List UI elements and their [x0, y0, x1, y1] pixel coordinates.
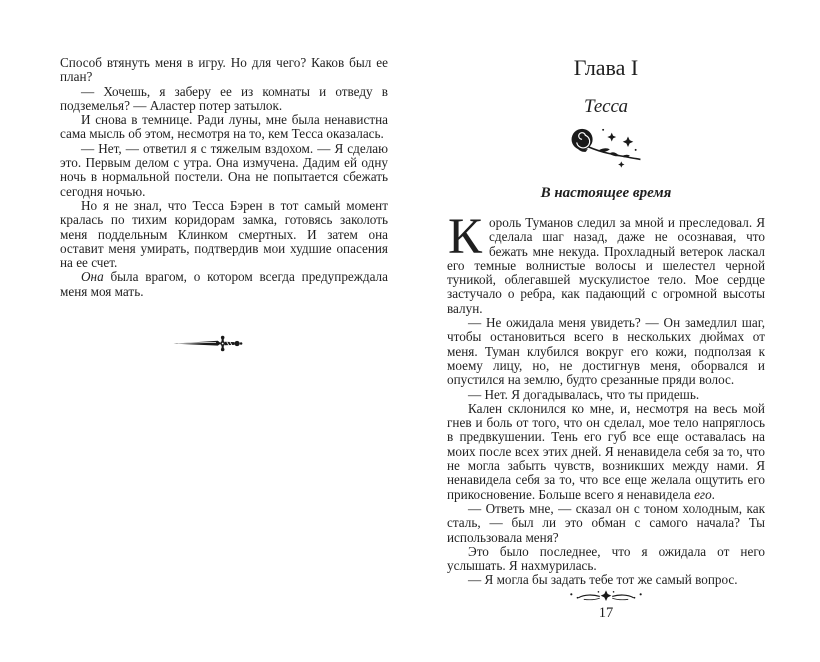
paragraph — [447, 316, 765, 387]
paragraph — [60, 142, 388, 199]
body-text: ороль Туманов следил за мной и преследовал. Я сделала шаг назад, даже не осознавая, что бежать мне некуда. Прохладный ветерок ласкал его темные волнистые волосы и шелестел черной туникой, облегавшей мускулистое тело. Мое сердце застучало о ребра, как падающий с огромной высоты валун. — [447, 215, 765, 316]
page-number: 17 — [598, 605, 614, 621]
rose-ornament-icon — [447, 125, 765, 169]
body-text: — Нет. Я догадывалась, что ты придешь. — [468, 386, 700, 402]
left-page-text — [60, 56, 388, 299]
paragraph — [447, 573, 765, 587]
body-text: — Ответь мне, — сказал он с тоном холодным, как сталь, — был ли это обман с самого начала? Ты использовала меня? — [447, 500, 765, 545]
body-text: Способ втянуть меня в игру. Но для чего? Каков был ее план? — [60, 55, 388, 85]
body-text: И снова в темнице. Ради луны, мне была ненавистна сама мысль об этом, несмотря на то, кем Тесса оказалась. — [60, 112, 388, 142]
right-page-text — [447, 209, 765, 588]
paragraph — [447, 209, 765, 316]
drop-cap: К — [448, 209, 483, 265]
chapter-subtitle: Тесса — [584, 96, 628, 117]
paragraph — [60, 85, 388, 114]
body-text: была врагом, о котором всегда предупреждала меня моя мать. — [60, 269, 388, 299]
body-text: Это было последнее, что я ожидала от него услышать. Я нахмурилась. — [447, 543, 765, 574]
paragraph — [447, 545, 765, 574]
paragraph — [447, 388, 765, 402]
footer-flourish-icon — [447, 589, 765, 605]
emphasized-text: Она — [81, 269, 104, 285]
chapter-title: Глава I — [573, 55, 639, 80]
body-text: Кален склонился ко мне, и, несмотря на весь мой гнев и боль от того, что он сделал, мое тело напряглось в предвкушении. Тень его губ все еще оставалась на моих после всех этих дней. Я ненавидела себя за то, что не могла забыть чувств, возникших между нами. Я ненавидела себя за то, что все еще желала ощутить его прикосновение. Больше всего я ненавидела — [447, 400, 765, 502]
paragraph — [447, 402, 765, 502]
dagger-ornament-icon — [172, 335, 244, 352]
paragraph — [60, 270, 388, 299]
body-text: — Нет, — ответил я с тяжелым вздохом. — Я сделаю это. Первым делом с утра. Она измучена. Дадим ей одну ночь в нормальной постели. Она не попытается сбежать сегодня ночью. — [60, 140, 388, 199]
body-text: — Я могла бы задать тебе тот же самый вопрос. — [468, 572, 738, 588]
body-text: . — [711, 486, 715, 502]
emphasized-text: его — [694, 486, 712, 502]
paragraph — [60, 56, 388, 85]
body-text: — Не ожидала меня увидеть? — Он замедлил шаг, чтобы остановиться всего в нескольких дюймах от меня. Туман клубился вокруг его кожи, подползая к моему лицу, но, не достигнув меня, оборвался и опустился на землю, будто срезанные пряди волос. — [447, 315, 765, 388]
body-text: — Хочешь, я заберу ее из комнаты и отведу в подземелья? — Аластер потер затылок. — [60, 83, 388, 113]
body-text: Но я не знал, что Тесса Бэрен в тот самый момент кралась по тихим коридорам замка, готовясь заколоть меня поддельным Клинком смертных. И затем она оставит меня умирать, подтвердив мои худшие опасения на ее счет. — [60, 197, 388, 271]
section-label: В настоящее время — [540, 185, 672, 201]
paragraph — [60, 199, 388, 270]
paragraph — [60, 113, 388, 142]
paragraph — [447, 502, 765, 545]
